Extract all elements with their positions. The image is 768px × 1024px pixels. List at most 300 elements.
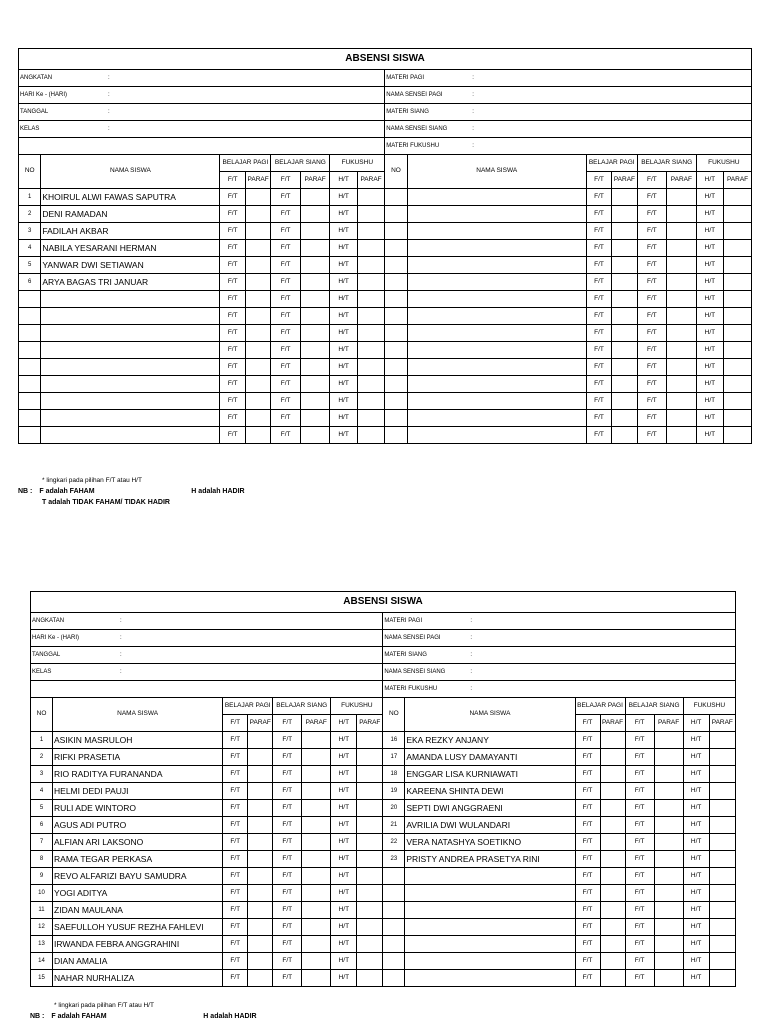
info-colon: :: [120, 618, 122, 624]
siang-ft-mark: F/T: [273, 800, 302, 817]
info-label: MATERI SIANG: [384, 652, 427, 658]
fukushu-ht-mark: H/T: [683, 800, 709, 817]
student-name: [407, 308, 586, 325]
row-number: 1: [19, 189, 41, 206]
fukushu-ht-mark: H/T: [330, 359, 357, 376]
siang-ft-mark: F/T: [625, 970, 654, 987]
fukushu-ht-mark: H/T: [330, 291, 357, 308]
student-name: [41, 410, 220, 427]
student-name: PRISTY ANDREA PRASETYA RINI: [405, 851, 575, 868]
student-name: [407, 189, 586, 206]
fukushu-paraf-cell: [724, 240, 752, 257]
pagi-paraf-cell: [612, 359, 637, 376]
header-fukushu: FUKUSHU: [331, 698, 383, 715]
fukushu-paraf-cell: [709, 732, 735, 749]
row-number: 1: [31, 732, 53, 749]
fukushu-ht-mark: H/T: [331, 766, 357, 783]
row-number: 5: [19, 257, 41, 274]
row-number: 9: [31, 868, 53, 885]
pagi-ft-mark: F/T: [223, 783, 248, 800]
fukushu-paraf-cell: [709, 834, 735, 851]
pagi-paraf-cell: [245, 308, 270, 325]
fukushu-paraf-cell: [357, 359, 384, 376]
header-belajar-siang: BELAJAR SIANG: [273, 698, 331, 715]
siang-paraf-cell: [300, 240, 330, 257]
fukushu-paraf-cell: [357, 800, 383, 817]
fukushu-ht-mark: H/T: [683, 936, 709, 953]
pagi-ft-mark: F/T: [223, 953, 248, 970]
row-number: 23: [383, 851, 405, 868]
siang-paraf-cell: [654, 732, 683, 749]
siang-ft-mark: F/T: [273, 817, 302, 834]
pagi-paraf-cell: [612, 393, 637, 410]
header-belajar-pagi: BELAJAR PAGI: [575, 698, 625, 715]
row-number: [383, 868, 405, 885]
siang-ft-mark: F/T: [625, 851, 654, 868]
header-paraf: PARAF: [612, 172, 637, 189]
header-nama-siswa: NAMA SISWA: [407, 155, 586, 189]
siang-paraf-cell: [654, 919, 683, 936]
pagi-paraf-cell: [612, 325, 637, 342]
fukushu-paraf-cell: [357, 308, 384, 325]
pagi-paraf-cell: [612, 376, 637, 393]
table-row: [19, 393, 752, 410]
siang-ft-mark: F/T: [625, 732, 654, 749]
siang-ft-mark: F/T: [273, 749, 302, 766]
siang-paraf-cell: [654, 936, 683, 953]
siang-paraf-cell: [302, 868, 331, 885]
siang-ft-mark: F/T: [273, 868, 302, 885]
row-number: [383, 885, 405, 902]
fukushu-ht-mark: H/T: [696, 427, 723, 444]
info-label: NAMA SENSEI PAGI: [386, 92, 443, 98]
info-colon: :: [470, 669, 472, 675]
siang-paraf-cell: [667, 308, 697, 325]
student-name: [407, 342, 586, 359]
fukushu-ht-mark: H/T: [330, 393, 357, 410]
siang-paraf-cell: [667, 359, 697, 376]
pagi-paraf-cell: [245, 410, 270, 427]
info-right-4: [385, 138, 752, 155]
info-right-4: [383, 681, 736, 698]
row-number: [385, 291, 407, 308]
siang-ft-mark: F/T: [271, 291, 301, 308]
row-number: [385, 189, 407, 206]
pagi-ft-mark: F/T: [223, 902, 248, 919]
row-number: 10: [31, 885, 53, 902]
pagi-paraf-cell: [245, 291, 270, 308]
pagi-ft-mark: F/T: [575, 817, 600, 834]
fukushu-paraf-cell: [357, 766, 383, 783]
table-row: [19, 342, 752, 359]
row-number: [385, 427, 407, 444]
student-name: [407, 223, 586, 240]
student-name: [41, 427, 220, 444]
siang-paraf-cell: [300, 376, 330, 393]
student-name: RIFKI PRASETIA: [53, 749, 223, 766]
sheet-title: ABSENSI SISWA: [31, 592, 736, 613]
siang-ft-mark: F/T: [271, 359, 301, 376]
row-number: 21: [383, 817, 405, 834]
row-number: [385, 393, 407, 410]
table-row: [31, 953, 736, 970]
pagi-ft-mark: F/T: [586, 325, 611, 342]
pagi-ft-mark: F/T: [586, 240, 611, 257]
siang-ft-mark: F/T: [637, 223, 667, 240]
pagi-paraf-cell: [612, 274, 637, 291]
student-name: HELMI DEDI PAUJI: [53, 783, 223, 800]
info-left-2: [31, 647, 383, 664]
fukushu-paraf-cell: [357, 410, 384, 427]
table-row: [19, 206, 752, 223]
pagi-paraf-cell: [612, 240, 637, 257]
fukushu-paraf-cell: [357, 393, 384, 410]
header-paraf: PARAF: [300, 172, 330, 189]
pagi-ft-mark: F/T: [220, 291, 245, 308]
fukushu-ht-mark: H/T: [696, 376, 723, 393]
siang-ft-mark: F/T: [273, 902, 302, 919]
fukushu-paraf-cell: [357, 783, 383, 800]
pagi-paraf-cell: [248, 936, 273, 953]
info-colon: :: [470, 618, 472, 624]
fukushu-paraf-cell: [724, 274, 752, 291]
fukushu-ht-mark: H/T: [683, 919, 709, 936]
siang-paraf-cell: [667, 325, 697, 342]
student-name: IRWANDA FEBRA ANGGRAHINI: [53, 936, 223, 953]
fukushu-ht-mark: H/T: [683, 953, 709, 970]
student-name: AMANDA LUSY DAMAYANTI: [405, 749, 575, 766]
fukushu-ht-mark: H/T: [330, 427, 357, 444]
row-number: [19, 427, 41, 444]
siang-ft-mark: F/T: [625, 902, 654, 919]
pagi-ft-mark: F/T: [575, 936, 600, 953]
pagi-ft-mark: F/T: [586, 206, 611, 223]
fukushu-paraf-cell: [724, 257, 752, 274]
header-paraf: PARAF: [667, 172, 697, 189]
fukushu-ht-mark: H/T: [330, 223, 357, 240]
pagi-ft-mark: F/T: [575, 919, 600, 936]
fukushu-ht-mark: H/T: [331, 834, 357, 851]
student-name: [405, 953, 575, 970]
siang-ft-mark: F/T: [637, 274, 667, 291]
siang-ft-mark: F/T: [271, 257, 301, 274]
siang-paraf-cell: [300, 206, 330, 223]
pagi-ft-mark: F/T: [586, 342, 611, 359]
info-right-2: [385, 104, 752, 121]
header-paraf: PARAF: [245, 172, 270, 189]
fukushu-ht-mark: H/T: [330, 325, 357, 342]
fukushu-paraf-cell: [357, 919, 383, 936]
pagi-paraf-cell: [245, 206, 270, 223]
student-name: NABILA YESARANI HERMAN: [41, 240, 220, 257]
info-colon: :: [470, 652, 472, 658]
fukushu-paraf-cell: [709, 800, 735, 817]
siang-ft-mark: F/T: [637, 376, 667, 393]
pagi-ft-mark: F/T: [223, 885, 248, 902]
pagi-ft-mark: F/T: [220, 393, 245, 410]
siang-ft-mark: F/T: [273, 970, 302, 987]
info-right-3: [383, 664, 736, 681]
siang-ft-mark: F/T: [271, 376, 301, 393]
info-colon: :: [120, 652, 122, 658]
fukushu-ht-mark: H/T: [683, 749, 709, 766]
student-name: [405, 936, 575, 953]
siang-paraf-cell: [302, 851, 331, 868]
pagi-paraf-cell: [600, 936, 625, 953]
siang-ft-mark: F/T: [625, 749, 654, 766]
pagi-ft-mark: F/T: [220, 240, 245, 257]
row-number: [383, 902, 405, 919]
pagi-paraf-cell: [600, 732, 625, 749]
pagi-paraf-cell: [245, 342, 270, 359]
fukushu-paraf-cell: [357, 206, 384, 223]
fukushu-paraf-cell: [724, 206, 752, 223]
fukushu-ht-mark: H/T: [331, 783, 357, 800]
siang-paraf-cell: [300, 189, 330, 206]
header-nama-siswa: NAMA SISWA: [53, 698, 223, 732]
info-colon: :: [108, 109, 110, 115]
table-row: [19, 376, 752, 393]
h-note: H adalah HADIR: [203, 1013, 257, 1020]
pagi-paraf-cell: [248, 902, 273, 919]
fukushu-ht-mark: H/T: [696, 257, 723, 274]
row-number: 5: [31, 800, 53, 817]
header-paraf: PARAF: [248, 715, 273, 732]
table-row: [19, 257, 752, 274]
fukushu-paraf-cell: [357, 868, 383, 885]
pagi-ft-mark: F/T: [223, 732, 248, 749]
student-name: [407, 325, 586, 342]
fukushu-ht-mark: H/T: [696, 393, 723, 410]
siang-ft-mark: F/T: [625, 766, 654, 783]
info-left-0: [31, 613, 383, 630]
row-number: [385, 274, 407, 291]
fukushu-paraf-cell: [357, 427, 384, 444]
pagi-paraf-cell: [612, 308, 637, 325]
header-ft: F/T: [637, 172, 667, 189]
pagi-ft-mark: F/T: [223, 970, 248, 987]
fukushu-paraf-cell: [357, 223, 384, 240]
student-name: AVRILIA DWI WULANDARI: [405, 817, 575, 834]
pagi-paraf-cell: [248, 953, 273, 970]
student-name: SAEFULLOH YUSUF REZHA FAHLEVI: [53, 919, 223, 936]
header-belajar-siang: BELAJAR SIANG: [625, 698, 683, 715]
pagi-paraf-cell: [600, 783, 625, 800]
row-number: 11: [31, 902, 53, 919]
siang-ft-mark: F/T: [273, 919, 302, 936]
fukushu-ht-mark: H/T: [696, 189, 723, 206]
siang-ft-mark: F/T: [271, 189, 301, 206]
pagi-ft-mark: F/T: [575, 732, 600, 749]
row-number: 2: [19, 206, 41, 223]
pagi-paraf-cell: [600, 885, 625, 902]
header-paraf: PARAF: [724, 172, 752, 189]
pagi-ft-mark: F/T: [220, 189, 245, 206]
siang-paraf-cell: [667, 410, 697, 427]
header-ht: H/T: [683, 715, 709, 732]
row-number: [383, 970, 405, 987]
row-number: 14: [31, 953, 53, 970]
student-name: RIO RADITYA FURANANDA: [53, 766, 223, 783]
fukushu-paraf-cell: [724, 410, 752, 427]
row-number: [19, 291, 41, 308]
info-left-3: [31, 664, 383, 681]
siang-paraf-cell: [654, 868, 683, 885]
fukushu-paraf-cell: [724, 427, 752, 444]
fukushu-ht-mark: H/T: [330, 376, 357, 393]
pagi-ft-mark: F/T: [575, 885, 600, 902]
siang-ft-mark: F/T: [625, 817, 654, 834]
table-row: [19, 325, 752, 342]
info-label: MATERI FUKUSHU: [386, 143, 440, 149]
siang-paraf-cell: [302, 953, 331, 970]
fukushu-ht-mark: H/T: [331, 970, 357, 987]
student-name: REVO ALFARIZI BAYU SAMUDRA: [53, 868, 223, 885]
header-ft: F/T: [575, 715, 600, 732]
pagi-ft-mark: F/T: [223, 851, 248, 868]
student-name: [41, 325, 220, 342]
pagi-ft-mark: F/T: [220, 223, 245, 240]
fukushu-paraf-cell: [709, 783, 735, 800]
pagi-ft-mark: F/T: [575, 766, 600, 783]
pagi-ft-mark: F/T: [586, 376, 611, 393]
siang-ft-mark: F/T: [273, 732, 302, 749]
student-name: [407, 257, 586, 274]
header-ht: H/T: [330, 172, 357, 189]
info-label: NAMA SENSEI PAGI: [384, 635, 441, 641]
fukushu-paraf-cell: [357, 240, 384, 257]
pagi-paraf-cell: [248, 783, 273, 800]
header-no: NO: [385, 155, 407, 189]
student-name: YOGI ADITYA: [53, 885, 223, 902]
table-row: [19, 274, 752, 291]
header-ft: F/T: [220, 172, 245, 189]
pagi-ft-mark: F/T: [220, 376, 245, 393]
row-number: [19, 359, 41, 376]
fukushu-paraf-cell: [709, 902, 735, 919]
fukushu-ht-mark: H/T: [330, 342, 357, 359]
siang-paraf-cell: [302, 936, 331, 953]
fukushu-paraf-cell: [357, 970, 383, 987]
fukushu-ht-mark: H/T: [330, 240, 357, 257]
siang-ft-mark: F/T: [625, 868, 654, 885]
table-row: [31, 766, 736, 783]
fukushu-ht-mark: H/T: [683, 885, 709, 902]
siang-paraf-cell: [300, 291, 330, 308]
info-label: KELAS: [32, 669, 52, 675]
nb-label: NB :: [18, 488, 33, 495]
siang-ft-mark: F/T: [637, 393, 667, 410]
fukushu-paraf-cell: [357, 274, 384, 291]
siang-paraf-cell: [302, 800, 331, 817]
pagi-ft-mark: F/T: [575, 868, 600, 885]
pagi-paraf-cell: [245, 376, 270, 393]
row-number: 8: [31, 851, 53, 868]
pagi-paraf-cell: [612, 223, 637, 240]
table-row: [31, 919, 736, 936]
row-number: [385, 359, 407, 376]
siang-ft-mark: F/T: [271, 308, 301, 325]
fukushu-ht-mark: H/T: [696, 291, 723, 308]
siang-ft-mark: F/T: [637, 206, 667, 223]
fukushu-ht-mark: H/T: [683, 851, 709, 868]
header-no: NO: [31, 698, 53, 732]
fukushu-ht-mark: H/T: [330, 410, 357, 427]
info-right-3: [385, 121, 752, 138]
fukushu-paraf-cell: [357, 885, 383, 902]
pagi-ft-mark: F/T: [575, 834, 600, 851]
siang-paraf-cell: [300, 427, 330, 444]
pagi-paraf-cell: [612, 410, 637, 427]
info-left-1: [31, 630, 383, 647]
table-row: [19, 189, 752, 206]
siang-ft-mark: F/T: [637, 308, 667, 325]
siang-paraf-cell: [654, 817, 683, 834]
student-name: [41, 308, 220, 325]
fukushu-paraf-cell: [709, 885, 735, 902]
info-left-4: [19, 138, 385, 155]
pagi-paraf-cell: [600, 953, 625, 970]
fukushu-paraf-cell: [724, 359, 752, 376]
row-number: 6: [19, 274, 41, 291]
fukushu-ht-mark: H/T: [696, 410, 723, 427]
row-number: 4: [19, 240, 41, 257]
table-row: [31, 783, 736, 800]
fukushu-paraf-cell: [357, 817, 383, 834]
pagi-paraf-cell: [245, 189, 270, 206]
fukushu-ht-mark: H/T: [696, 240, 723, 257]
siang-paraf-cell: [302, 970, 331, 987]
header-belajar-siang: BELAJAR SIANG: [637, 155, 696, 172]
pagi-ft-mark: F/T: [220, 427, 245, 444]
siang-ft-mark: F/T: [625, 885, 654, 902]
student-name: [407, 206, 586, 223]
pagi-ft-mark: F/T: [220, 359, 245, 376]
siang-paraf-cell: [654, 953, 683, 970]
student-name: DIAN AMALIA: [53, 953, 223, 970]
student-name: KHOIRUL ALWI FAWAS SAPUTRA: [41, 189, 220, 206]
header-belajar-pagi: BELAJAR PAGI: [586, 155, 637, 172]
siang-paraf-cell: [302, 885, 331, 902]
row-number: 20: [383, 800, 405, 817]
info-label: KELAS: [20, 126, 40, 132]
student-name: ENGGAR LISA KURNIAWATI: [405, 766, 575, 783]
row-number: [385, 342, 407, 359]
pagi-ft-mark: F/T: [586, 257, 611, 274]
fukushu-ht-mark: H/T: [330, 206, 357, 223]
notes-block: [30, 1000, 330, 1022]
row-number: 2: [31, 749, 53, 766]
info-colon: :: [472, 143, 474, 149]
pagi-ft-mark: F/T: [575, 851, 600, 868]
fukushu-paraf-cell: [357, 325, 384, 342]
header-fukushu: FUKUSHU: [330, 155, 385, 172]
student-name: ALFIAN ARI LAKSONO: [53, 834, 223, 851]
siang-ft-mark: F/T: [273, 936, 302, 953]
info-label: HARI Ke - (HARI): [20, 92, 68, 98]
siang-paraf-cell: [654, 851, 683, 868]
siang-ft-mark: F/T: [271, 393, 301, 410]
pagi-paraf-cell: [248, 919, 273, 936]
fukushu-ht-mark: H/T: [696, 325, 723, 342]
info-label: MATERI PAGI: [384, 618, 423, 624]
fukushu-ht-mark: H/T: [331, 953, 357, 970]
table-row: [31, 885, 736, 902]
row-number: [385, 308, 407, 325]
siang-ft-mark: F/T: [271, 410, 301, 427]
f-note: F adalah FAHAM: [39, 488, 95, 495]
siang-paraf-cell: [667, 427, 697, 444]
